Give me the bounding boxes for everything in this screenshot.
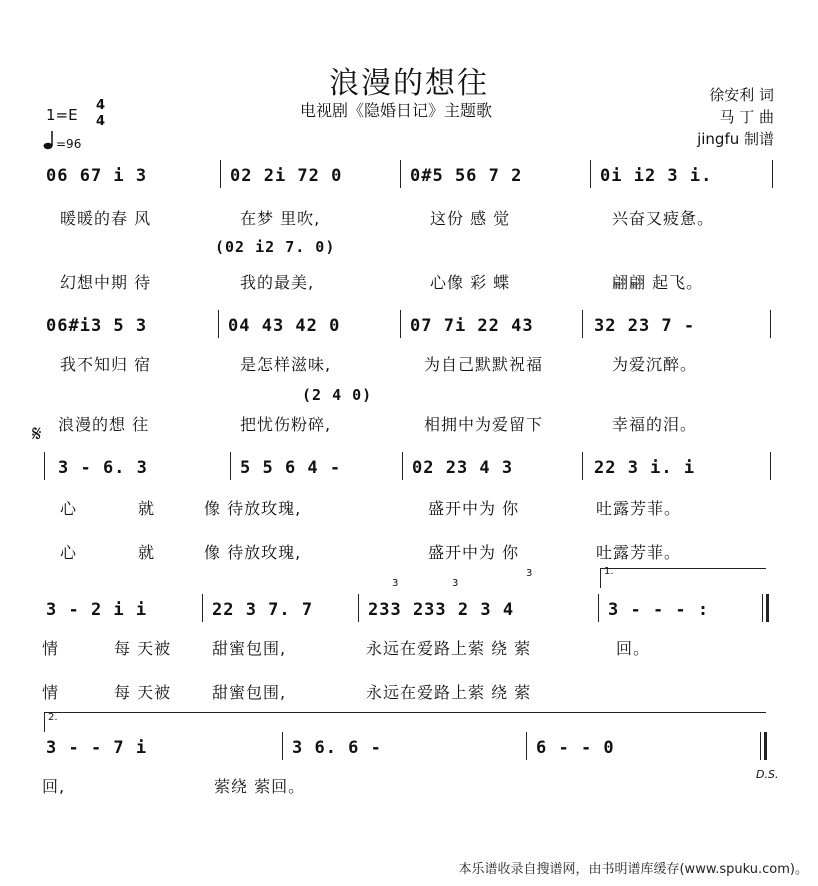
lyric-text: 为自己默默祝福 [424,355,544,374]
lyric-text: 心像 彩 蝶 [430,273,511,292]
source-footer: 本乐谱收录自搜谱网，由书明谱库缓存(www.spuku.com)。 [458,862,808,877]
lyric-text: 把忧伤粉碎, [240,415,332,434]
lyric-text: 我不知归 宿 [60,355,152,374]
arranger-credit: jingfu 制谱 [697,130,774,148]
lyric-text: 甜蜜包围, [212,683,287,702]
lyric-text: 回, [42,777,66,796]
music-measure: 06 67 i 3 [46,166,148,186]
lyric-text: 暖暖的春 风 [60,209,152,228]
lyric-text: 盛开中为 你 [428,543,520,562]
lyric-text: 每 天被 [114,683,172,702]
second-ending-label: 2. [48,712,58,723]
music-measure: 22 3 7. 7 [212,600,314,620]
lyric-text: 吐露芳菲。 [596,499,682,518]
music-measure: 3 - - - : [608,600,710,620]
triplet-mark: 3 [392,578,399,589]
lyric-text: 情 [42,683,60,702]
lyric-text: 情 [42,639,60,658]
music-measure: 3 - 2 i i [46,600,148,620]
music-measure: 07 7i 22 43 [410,316,534,336]
tempo-marking: =96 [56,137,82,151]
lyric-text: 相拥中为爱留下 [424,415,544,434]
triplet-mark: 3 [452,578,459,589]
quarter-note-icon [43,130,57,150]
lyric-text: 心 [60,543,78,562]
music-measure: 6 - - 0 [536,738,615,758]
ds-mark: D.S. [756,768,779,781]
music-measure: 06#i3 5 3 [46,316,148,336]
lyric-text: 心 [60,499,78,518]
composer-credit: 马 丁 曲 [719,108,774,126]
music-measure: 02 23 4 3 [412,458,514,478]
first-ending-label: 1. [604,566,614,577]
lyric-text: 盛开中为 你 [428,499,520,518]
key-signature: 1=E [46,106,78,124]
time-signature-bottom: 4 [96,114,106,129]
lyric-text: 是怎样滋味, [240,355,332,374]
lyric-text: 就 [138,499,156,518]
lyric-text: 甜蜜包围, [212,639,287,658]
lyric-text: 我的最美, [240,273,315,292]
lyric-text: 永远在爱路上萦 绕 萦 [366,639,532,658]
lyric-text: 浪漫的想 往 [58,415,150,434]
interlude-notes: (02 i2 7. 0) [215,238,336,256]
music-measure: 04 43 42 0 [228,316,341,336]
lyric-text: 像 待放玫瑰, [204,499,302,518]
music-measure: 3 - 6. 3 [58,458,148,478]
lyric-text: 像 待放玫瑰, [204,543,302,562]
time-signature-top: 4 [96,98,106,113]
lyricist-credit: 徐安利 词 [709,86,774,104]
segno-icon: 𝄋 [32,422,42,447]
triplet-mark: 3 [526,568,533,579]
lyric-text: 兴奋又疲惫。 [612,209,715,228]
lyric-text: 就 [138,543,156,562]
lyric-text: 为爱沉醉。 [612,355,698,374]
song-subtitle: 电视剧《隐婚日记》主题歌 [300,101,493,120]
lyric-text: 在梦 里吹, [240,209,321,228]
music-measure: 0i i2 3 i. [600,166,713,186]
music-measure: 0#5 56 7 2 [410,166,523,186]
song-title: 浪漫的想往 [329,66,489,101]
lyric-text: 永远在爱路上萦 绕 萦 [366,683,532,702]
music-measure: 3 6. 6 - [292,738,382,758]
music-measure: 5 5 6 4 - [240,458,342,478]
lyric-text: 吐露芳菲。 [596,543,682,562]
lyric-text: 这份 感 觉 [430,209,511,228]
music-measure: 3 - - 7 i [46,738,148,758]
lyric-text: 幻想中期 待 [60,273,152,292]
music-measure: 233 233 2 3 4 [368,600,515,620]
lyric-text: 回。 [616,639,651,658]
music-measure: 02 2i 72 0 [230,166,343,186]
music-measure: 22 3 i. i [594,458,696,478]
interlude-notes: (2 4 0) [302,386,373,404]
lyric-text: 翩翩 起飞。 [612,273,704,292]
music-measure: 32 23 7 - [594,316,696,336]
lyric-text: 每 天被 [114,639,172,658]
lyric-text: 幸福的泪。 [612,415,698,434]
lyric-text: 萦绕 萦回。 [214,777,306,796]
